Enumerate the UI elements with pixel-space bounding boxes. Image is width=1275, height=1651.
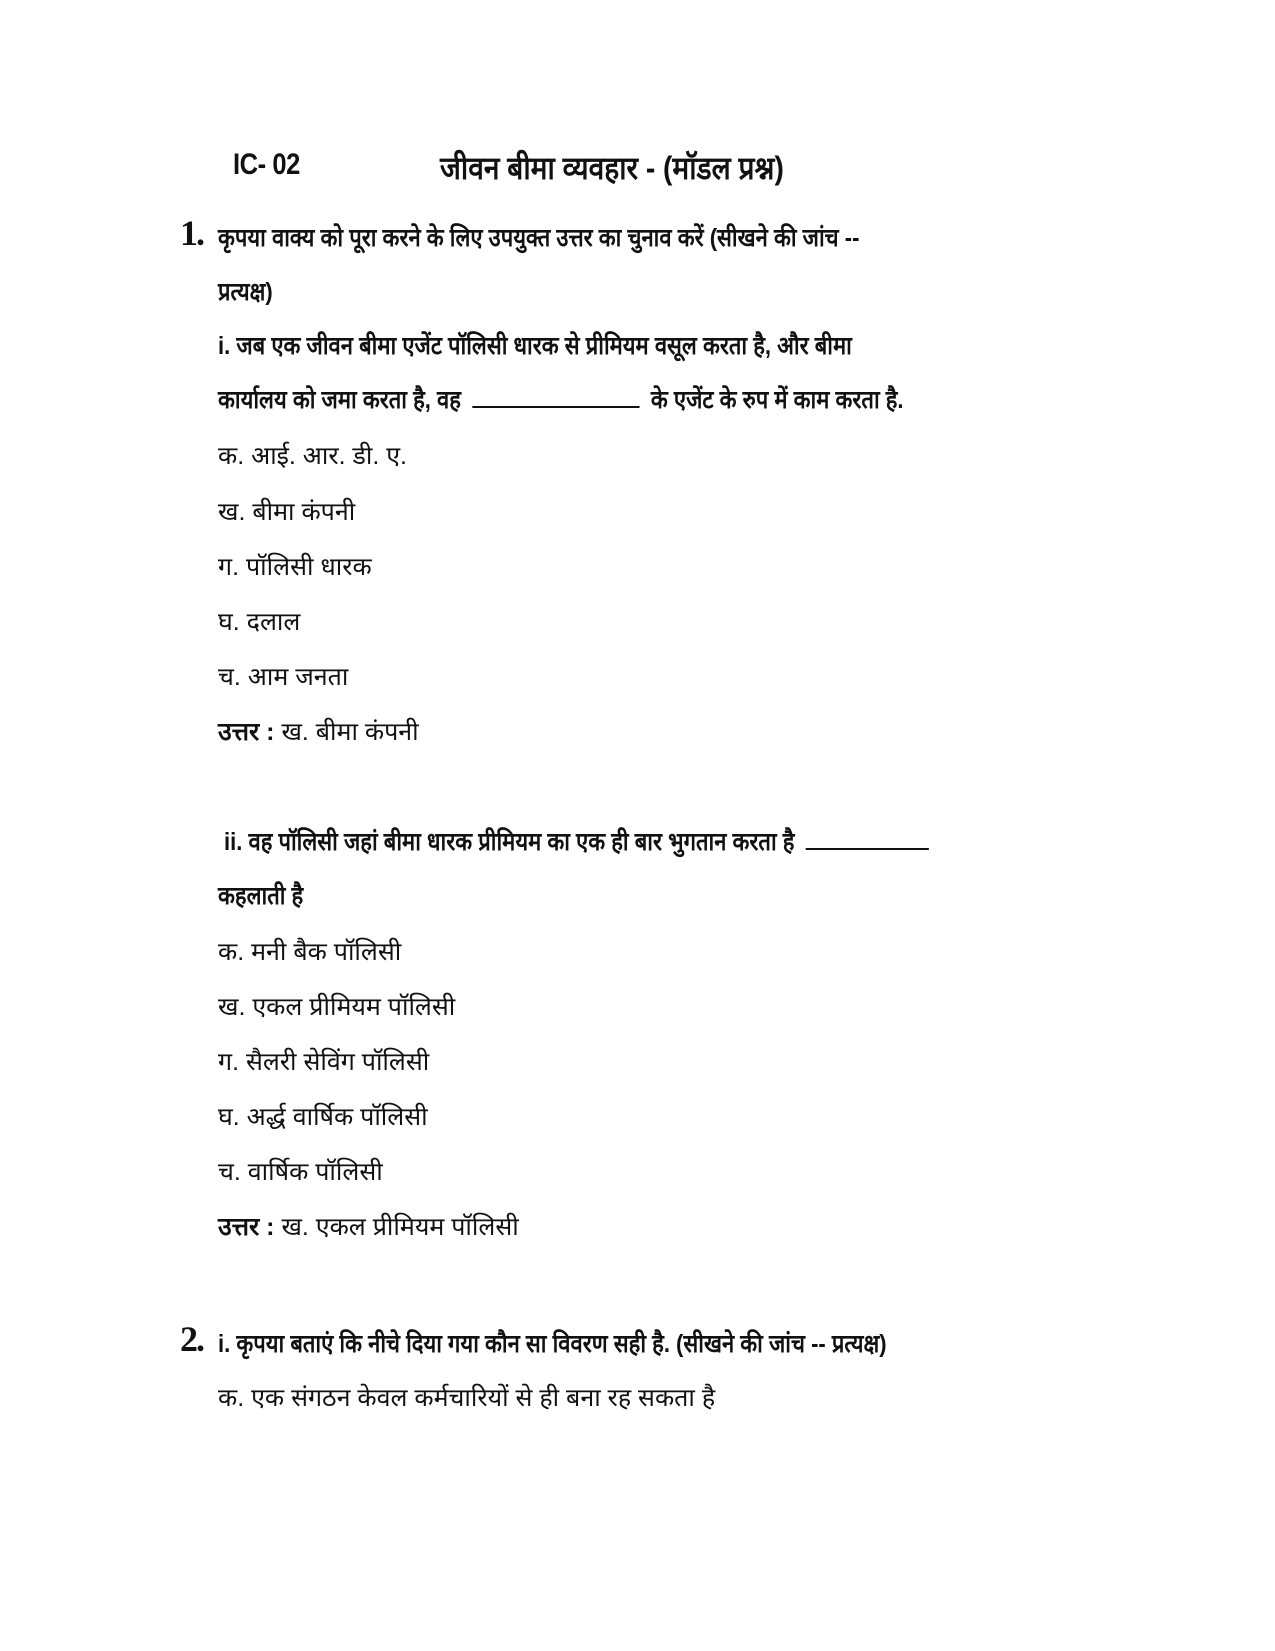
answer-label: उत्तर :: [218, 1213, 275, 1241]
option: ग. पॉलिसी धारक: [218, 553, 372, 581]
subquestion-1-i-line1: [218, 328, 852, 362]
subquestion-2-i-line1: [218, 1326, 887, 1360]
subquestion-label: i.: [218, 1330, 231, 1358]
subquestion-1-ii-line1: [224, 824, 934, 858]
option: ख. एकल प्रीमियम पॉलिसी: [218, 993, 456, 1021]
page-title: जीवन बीमा व्यवहार - (मॉडल प्रश्न): [440, 150, 784, 186]
option: ख. बीमा कंपनी: [218, 498, 356, 526]
subquestion-text-after-blank: के एजेंट के रुप में काम करता है.: [650, 386, 904, 414]
option: क. आई. आर. डी. ए.: [218, 442, 407, 470]
question-1-instruction-line2: प्रत्यक्ष): [218, 278, 273, 306]
option: घ. दलाल: [218, 608, 301, 636]
fill-in-blank: [806, 847, 929, 850]
option: घ. अर्द्ध वार्षिक पॉलिसी: [218, 1103, 428, 1131]
question-1-instruction-line1: कृपया वाक्य को पूरा करने के लिए उपयुक्त उत्तर का चुनाव करें (सीखने की जांच --: [218, 224, 860, 252]
answer-text: ख. एकल प्रीमियम पॉलिसी: [281, 1213, 519, 1241]
option: च. आम जनता: [218, 663, 349, 691]
fill-in-blank: [472, 405, 639, 408]
question-number-2: 2.: [180, 1319, 203, 1359]
answer-text: ख. बीमा कंपनी: [281, 718, 419, 746]
subquestion-text: जब एक जीवन बीमा एजेंट पॉलिसी धारक से प्रीमियम वसूल करता है, और बीमा: [236, 332, 852, 360]
subquestion-label: ii.: [224, 828, 243, 856]
answer-line: [218, 714, 419, 748]
option: ग. सैलरी सेविंग पॉलिसी: [218, 1048, 430, 1076]
question-number-1: 1.: [180, 213, 203, 253]
subquestion-text: कृपया बताएं कि नीचे दिया गया कौन सा विवरण सही है. (सीखने की जांच -- प्रत्यक्ष): [236, 1330, 887, 1358]
answer-line: [218, 1209, 519, 1243]
answer-label: उत्तर :: [218, 718, 275, 746]
option: क. एक संगठन केवल कर्मचारियों से ही बना रह सकता है: [218, 1384, 716, 1412]
subquestion-text: वह पॉलिसी जहां बीमा धारक प्रीमियम का एक ही बार भुगतान करता है: [248, 828, 795, 856]
option: च. वार्षिक पॉलिसी: [218, 1158, 383, 1186]
subquestion-1-i-line2: [218, 382, 904, 416]
subquestion-1-ii-line2: कहलाती है: [218, 882, 304, 910]
subquestion-text-before-blank: कार्यालय को जमा करता है, वह: [218, 386, 461, 414]
subquestion-label: i.: [218, 332, 231, 360]
option: क. मनी बैक पॉलिसी: [218, 938, 402, 966]
paper-code: IC- 02: [233, 148, 300, 181]
